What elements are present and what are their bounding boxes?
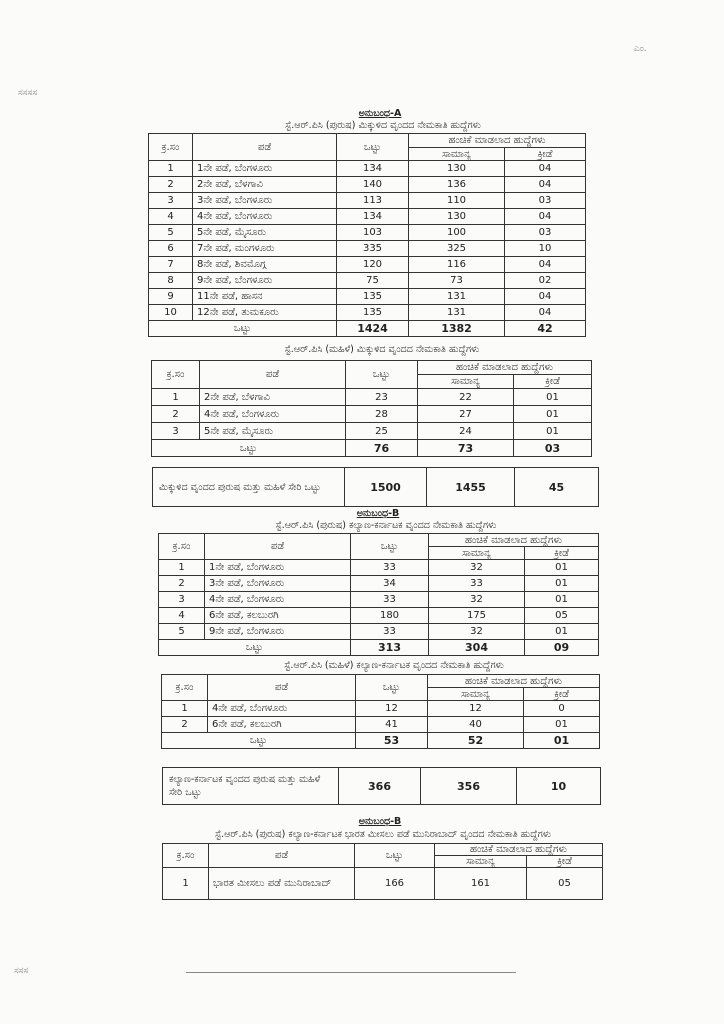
header-sl: ಕ್ರ.ಸಂ bbox=[162, 675, 208, 701]
cell-sports: 03 bbox=[505, 225, 586, 241]
table-row bbox=[159, 624, 599, 640]
sum-label: ಒಟ್ಟು bbox=[159, 640, 351, 656]
header-total: ಒಟ್ಟು bbox=[351, 534, 429, 560]
cell-sl: 4 bbox=[149, 209, 193, 225]
cell-unit: 5ನೇ ಪಡೆ, ಮೈಸೂರು bbox=[193, 225, 337, 241]
table-row bbox=[149, 161, 586, 177]
sum-label: ಒಟ್ಟು bbox=[152, 440, 346, 457]
table-row bbox=[149, 177, 586, 193]
sum-row bbox=[162, 733, 600, 749]
cell-total: 12 bbox=[356, 701, 428, 717]
cell-unit: 1ನೇ ಪಡೆ, ಬೆಂಗಳೂರು bbox=[193, 161, 337, 177]
cell-sl: 8 bbox=[149, 273, 193, 289]
table-row bbox=[162, 717, 600, 733]
cell-sl: 1 bbox=[159, 560, 205, 576]
table-c bbox=[162, 843, 603, 900]
table-a-male bbox=[148, 133, 586, 337]
cell-sports: 01 bbox=[525, 576, 599, 592]
annex-c-title: ಅನುಬಂಧ-B bbox=[358, 816, 402, 827]
cell-sports: 01 bbox=[525, 592, 599, 608]
table-row bbox=[162, 701, 600, 717]
cell-unit: ಭಾರತ ಮೀಸಲು ಪಡೆ ಮುನಿರಾಬಾದ್ bbox=[209, 868, 355, 900]
cell-unit: 4ನೇ ಪಡೆ, ಬೆಂಗಳೂರು bbox=[200, 406, 346, 423]
table-row bbox=[152, 389, 592, 406]
cell-unit: 8ನೇ ಪಡೆ, ಶಿವಮೊಗ್ಗ bbox=[193, 257, 337, 273]
cell-total: 34 bbox=[351, 576, 429, 592]
cell-general: 131 bbox=[409, 305, 505, 321]
table-row bbox=[149, 241, 586, 257]
cell-general: 325 bbox=[409, 241, 505, 257]
sum-general: 304 bbox=[429, 640, 525, 656]
cell-unit: 6ನೇ ಪಡೆ, ಕಲಬುರಗಿ bbox=[208, 717, 356, 733]
cell-sl: 7 bbox=[149, 257, 193, 273]
cell-sports: 01 bbox=[524, 717, 600, 733]
footer-mark: ಸಸಸ bbox=[14, 966, 29, 976]
header-unit: ಪಡೆ bbox=[193, 134, 337, 161]
table-row bbox=[149, 289, 586, 305]
cell-unit: 6ನೇ ಪಡೆ, ಕಲಬುರಗಿ bbox=[205, 608, 351, 624]
header-general: ಸಾಮಾನ್ಯ bbox=[429, 547, 525, 560]
male-table-b-title: ಸ್ಟೆ.ಆರ್.ಪಿಸಿ (ಪುರುಷ) ಕಲ್ಯಾಣ-ಕರ್ನಾಟಕ ವೃಂದದ ನೇಮಕಾತಿ ಹುದ್ದೆಗಳು bbox=[275, 520, 497, 531]
cell-sports: 03 bbox=[505, 193, 586, 209]
cell-general: 131 bbox=[409, 289, 505, 305]
table-row bbox=[149, 305, 586, 321]
cell-sl: 2 bbox=[152, 406, 200, 423]
sum-sports: 42 bbox=[505, 321, 586, 337]
header-general: ಸಾಮಾನ್ಯ bbox=[409, 148, 505, 161]
cell-total: 134 bbox=[337, 209, 409, 225]
cell-unit: 2ನೇ ಪಡೆ, ಬೆಳಗಾವಿ bbox=[200, 389, 346, 406]
annex-b-title: ಅನುಬಂಧ-B bbox=[356, 508, 400, 519]
combined-total: 1500 bbox=[345, 468, 427, 507]
cell-sl: 2 bbox=[162, 717, 208, 733]
combined-sports: 10 bbox=[517, 768, 601, 805]
cell-sports: 04 bbox=[505, 209, 586, 225]
table-row bbox=[149, 225, 586, 241]
cell-total: 180 bbox=[351, 608, 429, 624]
cell-total: 134 bbox=[337, 161, 409, 177]
cell-total: 103 bbox=[337, 225, 409, 241]
cell-total: 166 bbox=[355, 868, 435, 900]
header-sl: ಕ್ರ.ಸಂ bbox=[163, 844, 209, 868]
cell-general: 116 bbox=[409, 257, 505, 273]
cell-sl: 6 bbox=[149, 241, 193, 257]
header-total: ಒಟ್ಟು bbox=[356, 675, 428, 701]
table-row bbox=[149, 193, 586, 209]
cell-total: 113 bbox=[337, 193, 409, 209]
header-general: ಸಾಮಾನ್ಯ bbox=[435, 856, 527, 868]
header-sports: ಕ್ರೀಡೆ bbox=[524, 688, 600, 701]
header-distribution: ಹಂಚಿಕೆ ಮಾಡಲಾದ ಹುದ್ದೆಗಳು bbox=[409, 134, 586, 148]
sum-total: 1424 bbox=[337, 321, 409, 337]
cell-sports: 04 bbox=[505, 257, 586, 273]
footer-rule bbox=[186, 972, 516, 973]
cell-sl: 10 bbox=[149, 305, 193, 321]
table-row bbox=[149, 273, 586, 289]
page-mark-left: ಸಸಸಸ bbox=[18, 88, 38, 98]
sum-sports: 09 bbox=[525, 640, 599, 656]
table-b-female bbox=[161, 674, 600, 749]
cell-total: 33 bbox=[351, 592, 429, 608]
table-row bbox=[163, 868, 603, 900]
cell-sports: 01 bbox=[525, 624, 599, 640]
header-distribution: ಹಂಚಿಕೆ ಮಾಡಲಾದ ಹುದ್ದೆಗಳು bbox=[429, 534, 599, 547]
combined-label: ಕಲ್ಯಾಣ-ಕರ್ನಾಟಕ ವೃಂದದ ಪುರುಷ ಮತ್ತು ಮಹಿಳೆ ಸೇರಿ ಒಟ್ಟು bbox=[163, 768, 339, 805]
cell-unit: 11ನೇ ಪಡೆ, ಹಾಸನ bbox=[193, 289, 337, 305]
cell-sports: 01 bbox=[525, 560, 599, 576]
header-unit: ಪಡೆ bbox=[200, 361, 346, 389]
cell-sl: 3 bbox=[152, 423, 200, 440]
male-table-a-title: ಸ್ಟೆ.ಆರ್.ಪಿಸಿ (ಪುರುಷ) ಮಿಕ್ಕುಳಿದ ವೃಂದದ ನೇಮಕಾತಿ ಹುದ್ದೆಗಳು bbox=[285, 120, 481, 131]
combined-total: 366 bbox=[339, 768, 421, 805]
cell-sports: 05 bbox=[525, 608, 599, 624]
cell-sl: 1 bbox=[163, 868, 209, 900]
female-table-a-title: ಸ್ಟೆ.ಆರ್.ಪಿಸಿ (ಮಹಿಳೆ) ಮಿಕ್ಕುಳಿದ ವೃಂದದ ನೇಮಕಾತಿ ಹುದ್ದೆಗಳು bbox=[284, 344, 480, 355]
sum-general: 1382 bbox=[409, 321, 505, 337]
sum-general: 73 bbox=[418, 440, 514, 457]
table-b-male bbox=[158, 533, 599, 656]
cell-total: 33 bbox=[351, 560, 429, 576]
cell-sports: 10 bbox=[505, 241, 586, 257]
header-unit: ಪಡೆ bbox=[205, 534, 351, 560]
header-sports: ಕ್ರೀಡೆ bbox=[514, 375, 592, 389]
header-unit: ಪಡೆ bbox=[208, 675, 356, 701]
cell-sl: 2 bbox=[149, 177, 193, 193]
cell-total: 135 bbox=[337, 289, 409, 305]
header-sl: ಕ್ರ.ಸಂ bbox=[149, 134, 193, 161]
sum-total: 53 bbox=[356, 733, 428, 749]
header-total: ಒಟ್ಟು bbox=[355, 844, 435, 868]
cell-general: 110 bbox=[409, 193, 505, 209]
cell-unit: 1ನೇ ಪಡೆ, ಬೆಂಗಳೂರು bbox=[205, 560, 351, 576]
cell-sports: 05 bbox=[527, 868, 603, 900]
header-sports: ಕ್ರೀಡೆ bbox=[527, 856, 603, 868]
cell-general: 32 bbox=[429, 624, 525, 640]
combined-total-a bbox=[152, 467, 599, 507]
cell-sl: 3 bbox=[159, 592, 205, 608]
header-total: ಒಟ್ಟು bbox=[337, 134, 409, 161]
sum-sports: 03 bbox=[514, 440, 592, 457]
cell-sports: 01 bbox=[514, 406, 592, 423]
table-row bbox=[152, 423, 592, 440]
cell-sl: 4 bbox=[159, 608, 205, 624]
table-row bbox=[152, 406, 592, 423]
header-distribution: ಹಂಚಿಕೆ ಮಾಡಲಾದ ಹುದ್ದೆಗಳು bbox=[428, 675, 600, 688]
cell-sports: 0 bbox=[524, 701, 600, 717]
sum-sports: 01 bbox=[524, 733, 600, 749]
cell-sports: 02 bbox=[505, 273, 586, 289]
cell-general: 27 bbox=[418, 406, 514, 423]
cell-sports: 04 bbox=[505, 305, 586, 321]
page-mark-top-right: ಎಂ. bbox=[634, 44, 647, 54]
header-general: ಸಾಮಾನ್ಯ bbox=[418, 375, 514, 389]
cell-unit: 2ನೇ ಪಡೆ, ಬೆಳಗಾವಿ bbox=[193, 177, 337, 193]
cell-general: 73 bbox=[409, 273, 505, 289]
cell-general: 136 bbox=[409, 177, 505, 193]
cell-general: 175 bbox=[429, 608, 525, 624]
cell-unit: 4ನೇ ಪಡೆ, ಬೆಂಗಳೂರು bbox=[208, 701, 356, 717]
cell-sl: 1 bbox=[152, 389, 200, 406]
header-sl: ಕ್ರ.ಸಂ bbox=[152, 361, 200, 389]
cell-total: 140 bbox=[337, 177, 409, 193]
sum-row bbox=[159, 640, 599, 656]
cell-unit: 12ನೇ ಪಡೆ, ತುಮಕೂರು bbox=[193, 305, 337, 321]
table-c-title: ಸ್ಟೆ.ಆರ್.ಪಿಸಿ (ಪುರುಷ) ಕಲ್ಯಾಣ-ಕರ್ನಾಟಕ ಭಾರತ ಮೀಸಲು ಪಡೆ ಮುನಿರಾಬಾದ್ ವೃಂದದ ನೇಮಕಾತಿ ಹುದ್ದೆಗಳು bbox=[215, 829, 551, 840]
table-row bbox=[159, 608, 599, 624]
cell-unit: 5ನೇ ಪಡೆ, ಮೈಸೂರು bbox=[200, 423, 346, 440]
sum-general: 52 bbox=[428, 733, 524, 749]
cell-total: 23 bbox=[346, 389, 418, 406]
cell-sl: 2 bbox=[159, 576, 205, 592]
cell-general: 40 bbox=[428, 717, 524, 733]
cell-sports: 04 bbox=[505, 161, 586, 177]
table-row bbox=[159, 560, 599, 576]
cell-unit: 9ನೇ ಪಡೆ, ಬೆಂಗಳೂರು bbox=[193, 273, 337, 289]
cell-general: 33 bbox=[429, 576, 525, 592]
header-general: ಸಾಮಾನ್ಯ bbox=[428, 688, 524, 701]
cell-sl: 5 bbox=[149, 225, 193, 241]
cell-sl: 9 bbox=[149, 289, 193, 305]
cell-sports: 01 bbox=[514, 423, 592, 440]
cell-sports: 01 bbox=[514, 389, 592, 406]
header-distribution: ಹಂಚಿಕೆ ಮಾಡಲಾದ ಹುದ್ದೆಗಳು bbox=[435, 844, 603, 856]
cell-general: 100 bbox=[409, 225, 505, 241]
annex-a-title: ಅನುಬಂಧ-A bbox=[358, 108, 402, 119]
header-distribution: ಹಂಚಿಕೆ ಮಾಡಲಾದ ಹುದ್ದೆಗಳು bbox=[418, 361, 592, 375]
sum-label: ಒಟ್ಟು bbox=[149, 321, 337, 337]
cell-general: 161 bbox=[435, 868, 527, 900]
cell-sl: 3 bbox=[149, 193, 193, 209]
cell-general: 32 bbox=[429, 560, 525, 576]
cell-unit: 3ನೇ ಪಡೆ, ಬೆಂಗಳೂರು bbox=[205, 576, 351, 592]
cell-total: 41 bbox=[356, 717, 428, 733]
header-sports: ಕ್ರೀಡೆ bbox=[505, 148, 586, 161]
cell-sports: 04 bbox=[505, 289, 586, 305]
cell-total: 28 bbox=[346, 406, 418, 423]
cell-total: 135 bbox=[337, 305, 409, 321]
cell-unit: 4ನೇ ಪಡೆ, ಬೆಂಗಳೂರು bbox=[193, 209, 337, 225]
cell-total: 335 bbox=[337, 241, 409, 257]
cell-total: 25 bbox=[346, 423, 418, 440]
cell-unit: 7ನೇ ಪಡೆ, ಮಂಗಳೂರು bbox=[193, 241, 337, 257]
sum-row bbox=[152, 440, 592, 457]
cell-general: 32 bbox=[429, 592, 525, 608]
cell-general: 130 bbox=[409, 161, 505, 177]
table-row bbox=[159, 576, 599, 592]
cell-sl: 1 bbox=[162, 701, 208, 717]
combined-total-b bbox=[162, 767, 601, 805]
cell-sports: 04 bbox=[505, 177, 586, 193]
cell-total: 75 bbox=[337, 273, 409, 289]
cell-general: 22 bbox=[418, 389, 514, 406]
cell-general: 12 bbox=[428, 701, 524, 717]
table-a-female bbox=[151, 360, 592, 457]
sum-row bbox=[149, 321, 586, 337]
combined-general: 1455 bbox=[427, 468, 515, 507]
header-sports: ಕ್ರೀಡೆ bbox=[525, 547, 599, 560]
cell-unit: 4ನೇ ಪಡೆ, ಬೆಂಗಳೂರು bbox=[205, 592, 351, 608]
table-row bbox=[159, 592, 599, 608]
sum-total: 76 bbox=[346, 440, 418, 457]
cell-sl: 5 bbox=[159, 624, 205, 640]
table-row bbox=[149, 209, 586, 225]
cell-general: 130 bbox=[409, 209, 505, 225]
combined-general: 356 bbox=[421, 768, 517, 805]
cell-unit: 9ನೇ ಪಡೆ, ಬೆಂಗಳೂರು bbox=[205, 624, 351, 640]
header-unit: ಪಡೆ bbox=[209, 844, 355, 868]
cell-total: 120 bbox=[337, 257, 409, 273]
combined-sports: 45 bbox=[515, 468, 599, 507]
sum-label: ಒಟ್ಟು bbox=[162, 733, 356, 749]
cell-general: 24 bbox=[418, 423, 514, 440]
cell-total: 33 bbox=[351, 624, 429, 640]
header-total: ಒಟ್ಟು bbox=[346, 361, 418, 389]
combined-label: ಮಿಕ್ಕುಳಿದ ವೃಂದದ ಪುರುಷ ಮತ್ತು ಮಹಿಳೆ ಸೇರಿ ಒಟ್ಟು bbox=[153, 468, 345, 507]
cell-sl: 1 bbox=[149, 161, 193, 177]
table-row bbox=[149, 257, 586, 273]
female-table-b-title: ಸ್ಟೆ.ಆರ್.ಪಿಸಿ (ಮಹಿಳೆ) ಕಲ್ಯಾಣ-ಕರ್ನಾಟಕ ವೃಂದದ ನೇಮಕಾತಿ ಹುದ್ದೆಗಳು bbox=[284, 660, 504, 671]
cell-unit: 3ನೇ ಪಡೆ, ಬೆಂಗಳೂರು bbox=[193, 193, 337, 209]
header-sl: ಕ್ರ.ಸಂ bbox=[159, 534, 205, 560]
sum-total: 313 bbox=[351, 640, 429, 656]
